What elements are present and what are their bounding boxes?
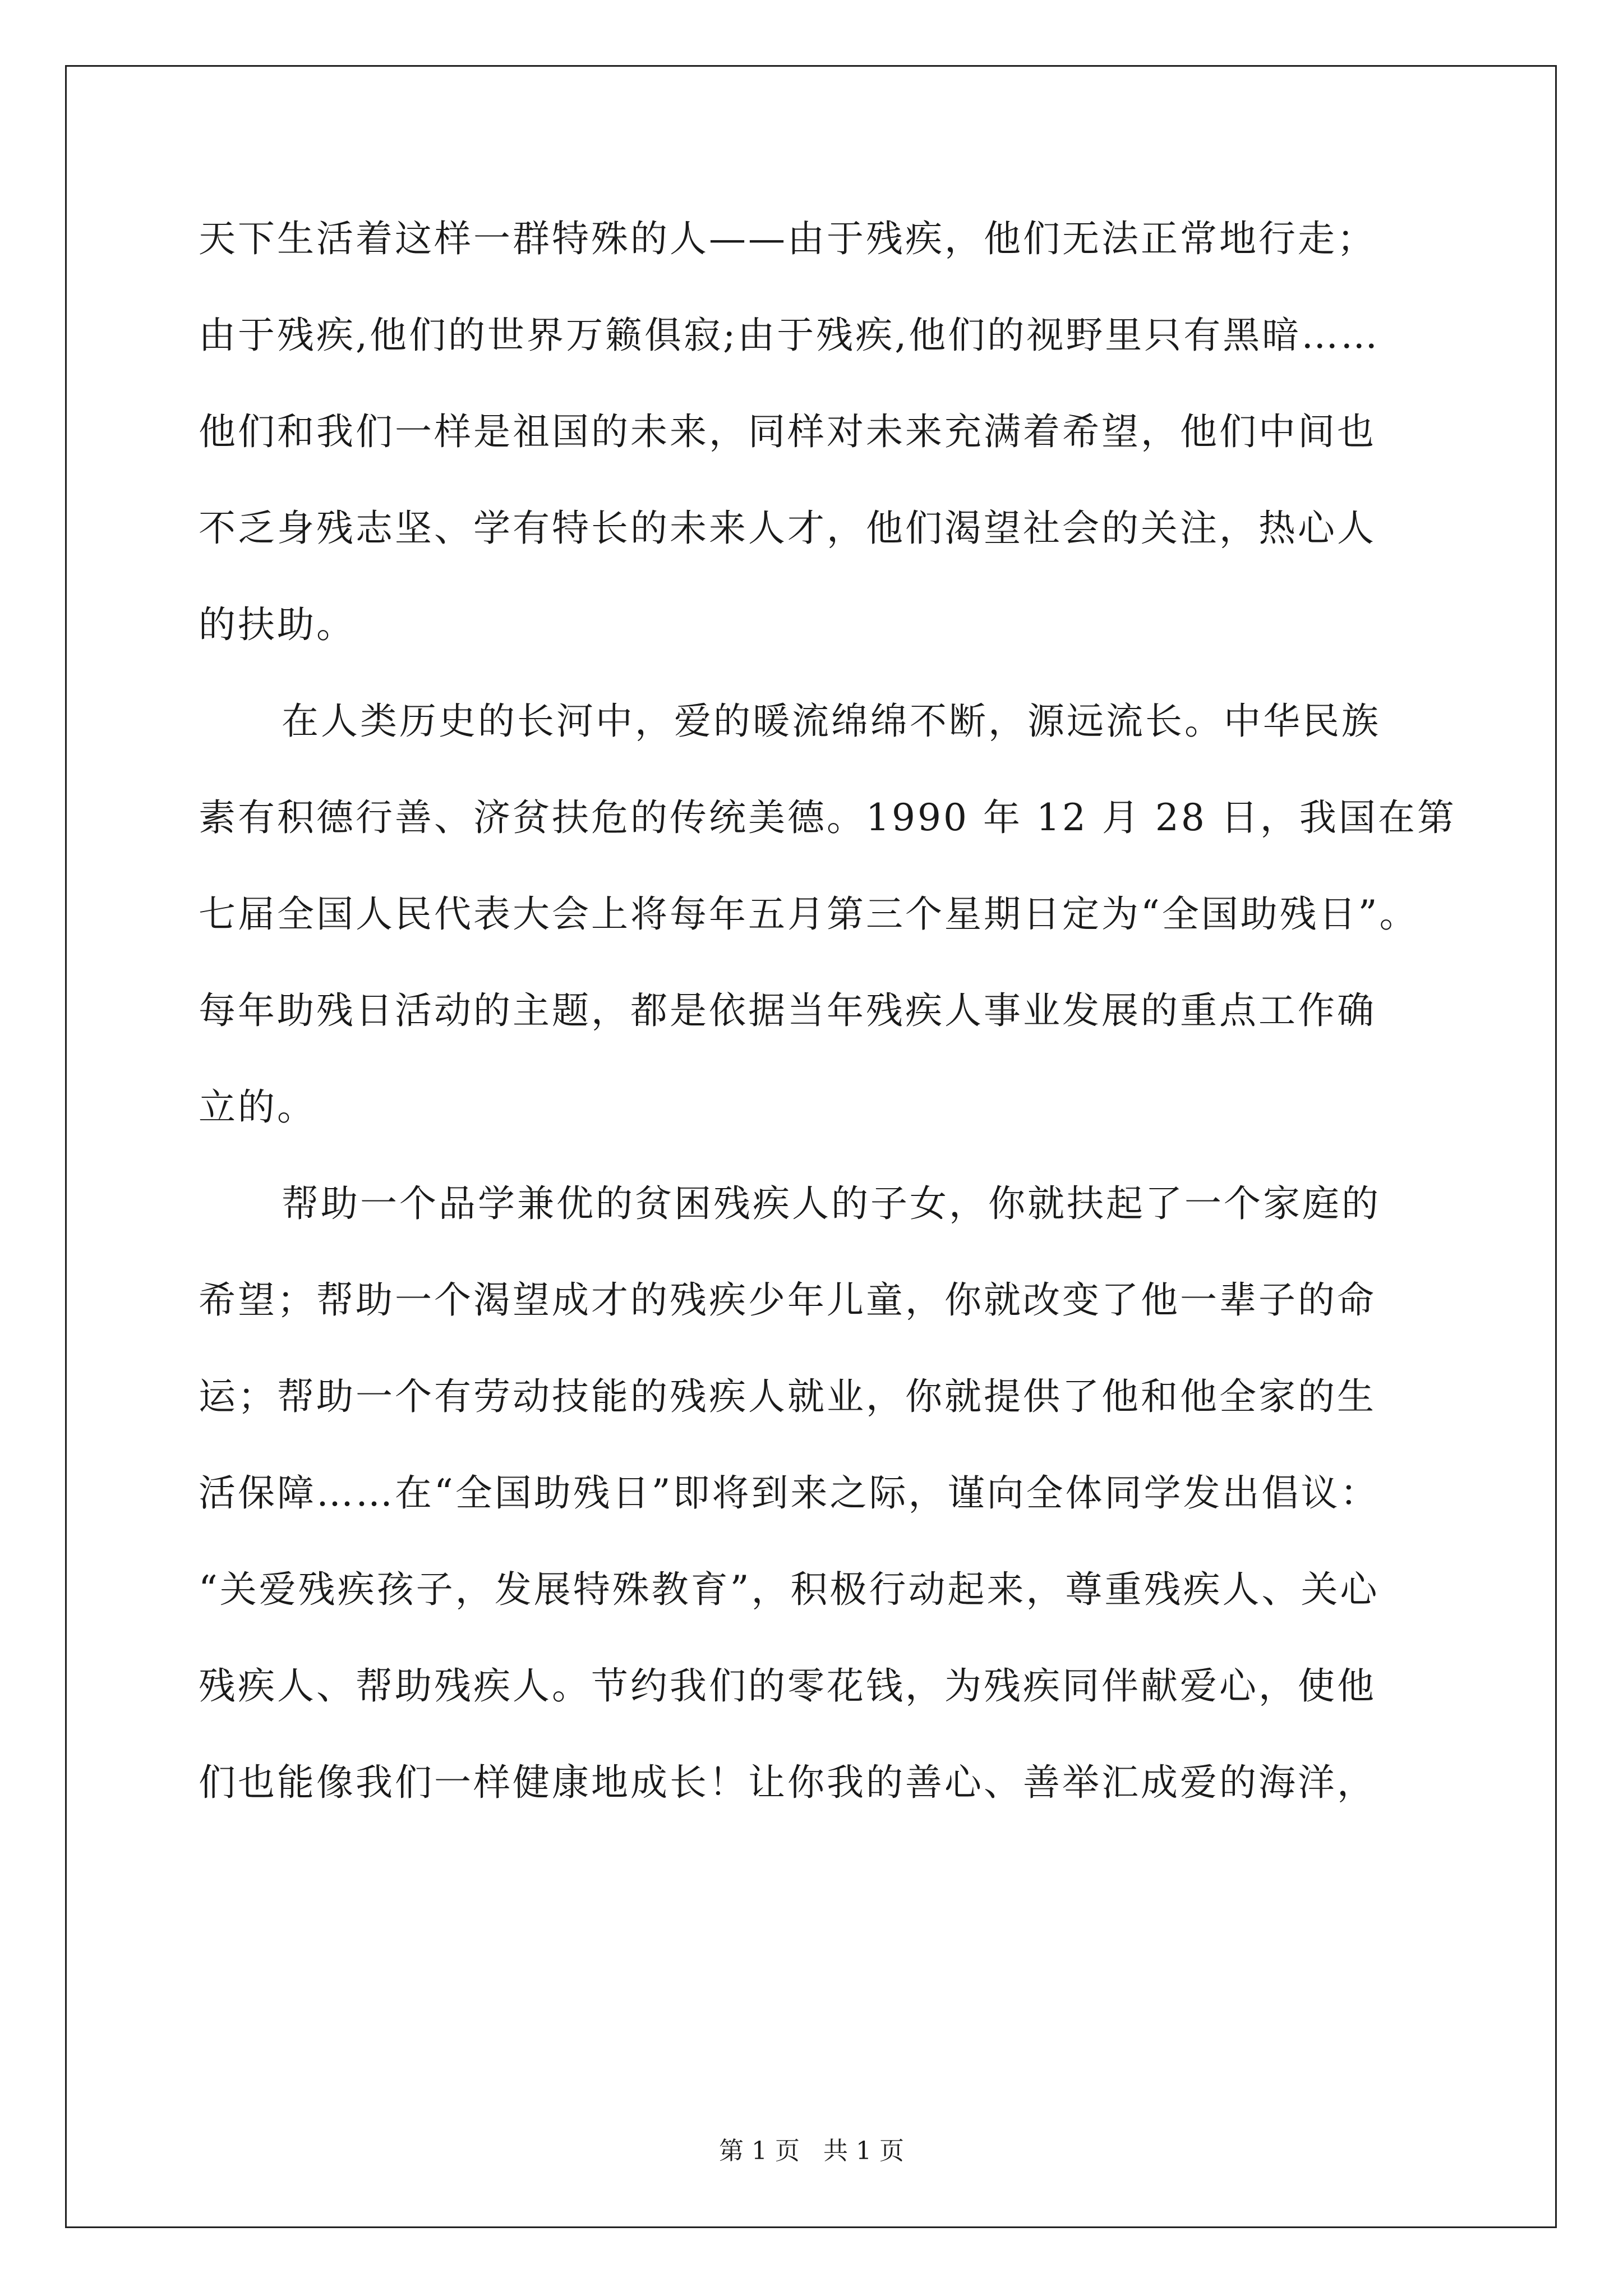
text-line: 每年助残日活动的主题，都是依据当年残疾人事业发展的重点工作确 — [199, 989, 1376, 1032]
text-line: 不乏身残志坚、学有特长的未来人才，他们渴望社会的关注，热心人 — [199, 507, 1376, 550]
text-line: 运；帮助一个有劳动技能的残疾人就业，你就提供了他和他全家的生 — [199, 1375, 1376, 1418]
text-line: 素有积德行善、济贫扶危的传统美德。1990 年 12 月 28 日，我国在第 — [199, 796, 1456, 839]
page-total: 共 1 页 — [823, 2137, 904, 2165]
text-line: 立的。 — [199, 1085, 316, 1129]
paragraph-first-line: 帮助一个品学兼优的贫困残疾人的子女，你就扶起了一个家庭的 — [282, 1182, 1381, 1225]
text-line: 活保障……在“全国助残日”即将到来之际，谨向全体同学发出倡议： — [199, 1471, 1380, 1515]
text-line: 残疾人、帮助残疾人。节约我们的零花钱，为残疾同伴献爱心，使他 — [199, 1664, 1376, 1708]
text-line: 们也能像我们一样健康地成长！让你我的善心、善举汇成爱的海洋， — [199, 1761, 1376, 1804]
text-line: 由于残疾,他们的世界万籁俱寂;由于残疾,他们的视野里只有黑暗…… — [199, 314, 1380, 357]
page-footer — [0, 2134, 1623, 2168]
text-line: 他们和我们一样是祖国的未来，同样对未来充满着希望，他们中间也 — [199, 410, 1376, 453]
paragraph-first-line: 在人类历史的长河中，爱的暖流绵绵不断，源远流长。中华民族 — [282, 700, 1381, 743]
text-line: “关爱残疾孩子，发展特殊教育”，积极行动起来，尊重残疾人、关心 — [199, 1568, 1380, 1611]
document-body — [199, 191, 1455, 1831]
text-line: 天下生活着这样一群特殊的人——由于残疾，他们无法正常地行走； — [199, 217, 1376, 260]
text-line: 希望；帮助一个渴望成才的残疾少年儿童，你就改变了他一辈子的命 — [199, 1278, 1376, 1322]
text-line: 七届全国人民代表大会上将每年五月第三个星期日定为“全国助残日”。 — [199, 892, 1419, 936]
page-number: 第 1 页 — [719, 2137, 800, 2165]
text-line: 的扶助。 — [199, 603, 356, 646]
